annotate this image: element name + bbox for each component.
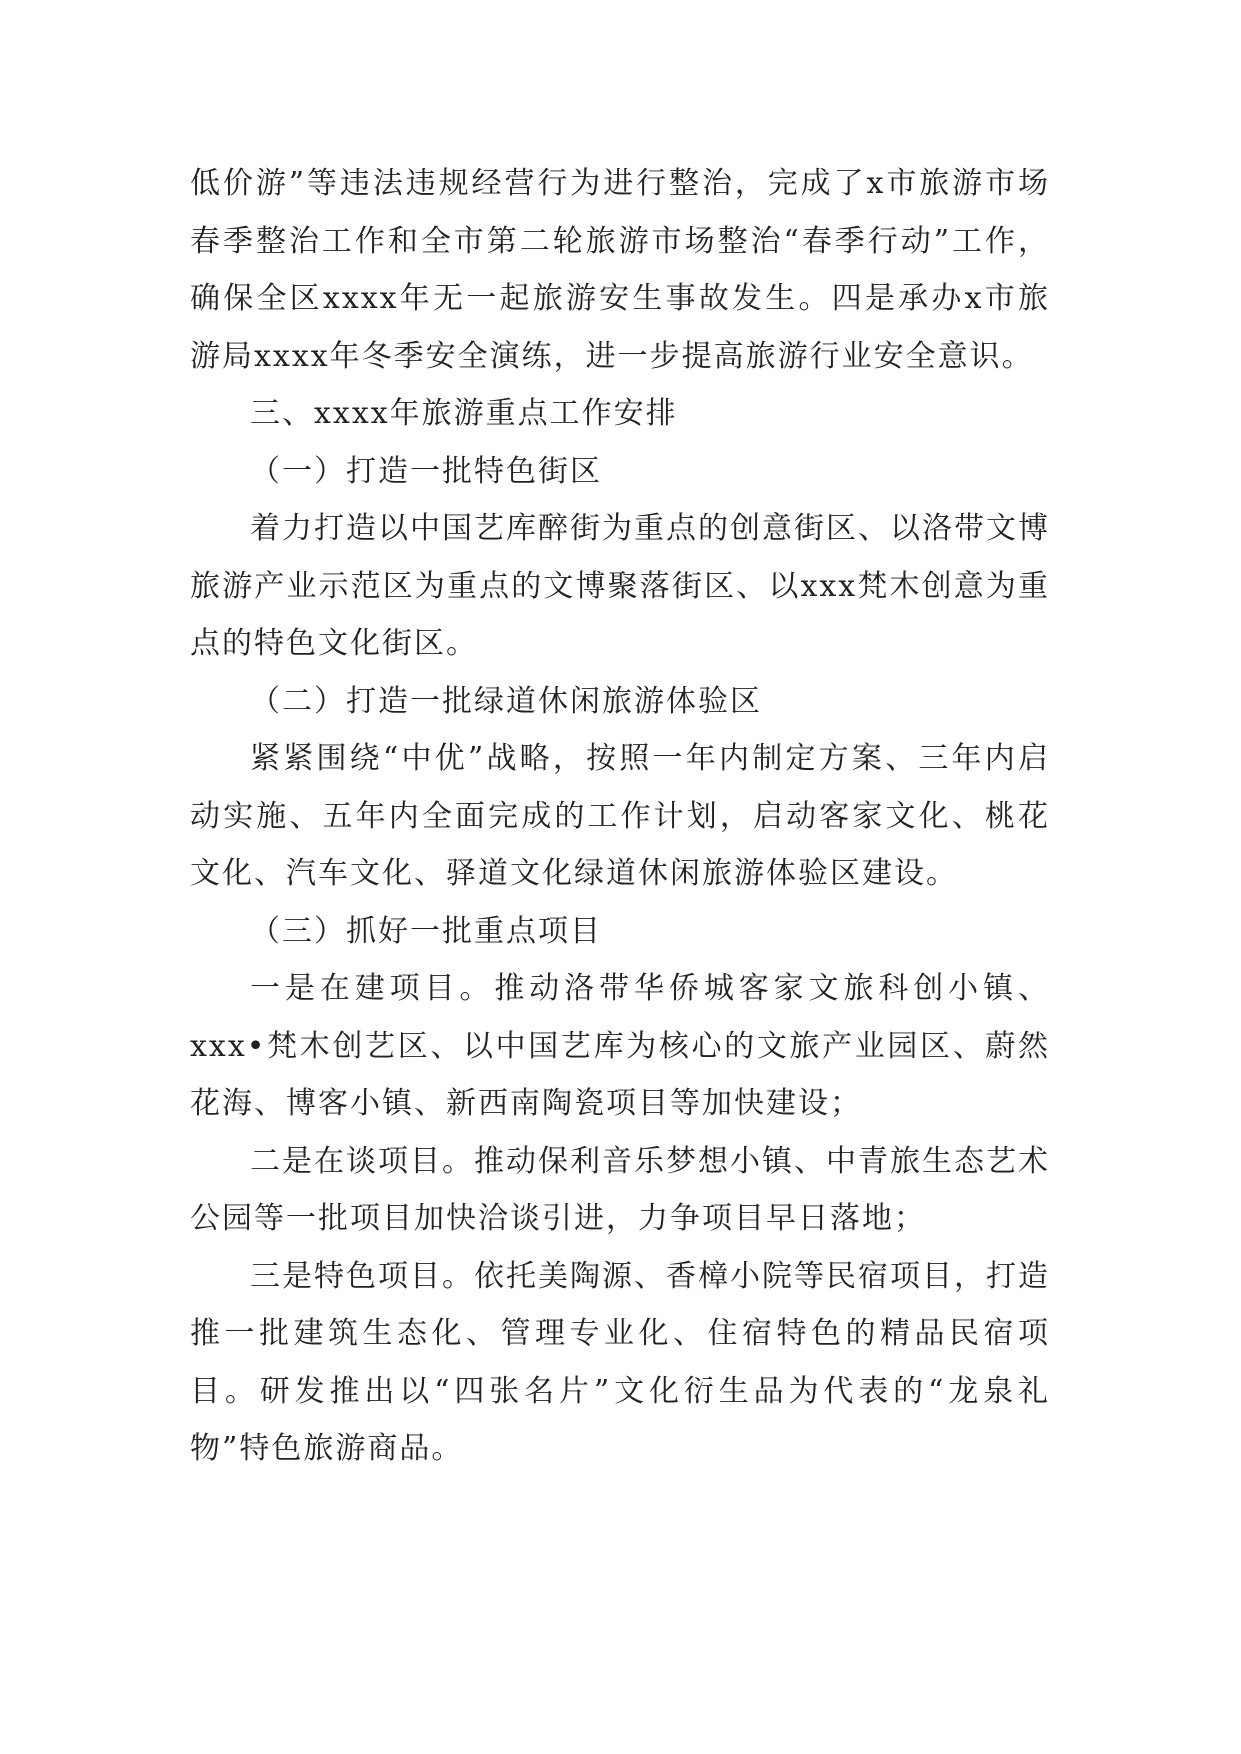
subsection-heading-3: （三）抓好一批重点项目 bbox=[250, 913, 602, 949]
document-page bbox=[190, 155, 1050, 1478]
paragraph-greenway: 紧紧围绕“中优”战略，按照一年内制定方案、三年内启动实施、五年内全面完成的工作计划，启动客家文化、桃花文化、汽车文化、驿道文化绿道休闲旅游体验区建设。 bbox=[190, 741, 1050, 891]
paragraph-projects-under-construction: 一是在建项目。推动洛带华侨城客家文旅科创小镇、xxx•梵木创艺区、以中国艺库为核心的文旅产业园区、蔚然花海、博客小镇、新西南陶瓷项目等加快建设； bbox=[190, 971, 1050, 1121]
subsection-heading-1: （一）打造一批特色街区 bbox=[250, 453, 602, 489]
section-heading-3: 三、xxxx年旅游重点工作安排 bbox=[250, 396, 678, 431]
subsection-heading-2: （二）打造一批绿道休闲旅游体验区 bbox=[250, 683, 762, 719]
paragraph-continuation: 低价游”等违法违规经营行为进行整治，完成了x市旅游市场春季整治工作和全市第二轮旅游市场整治“春季行动”工作，确保全区xxxx年无一起旅游安生事故发生。四是承办x市旅游局xxxx年冬季安全演练，进一步提高旅游行业安全意识。 bbox=[190, 166, 1050, 374]
paragraph-featured-projects: 三是特色项目。依托美陶源、香樟小院等民宿项目，打造推一批建筑生态化、管理专业化、住宿特色的精品民宿项目。研发推出以“四张名片”文化衍生品为代表的“龙泉礼物”特色旅游商品。 bbox=[190, 1258, 1050, 1466]
paragraph-projects-in-negotiation: 二是在谈项目。推动保利音乐梦想小镇、中青旅生态艺术公园等一批项目加快洽谈引进，力争项目早日落地； bbox=[190, 1143, 1050, 1236]
paragraph-street-district: 着力打造以中国艺库醉街为重点的创意街区、以洛带文博旅游产业示范区为重点的文博聚落街区、以xxx梵木创意为重点的特色文化街区。 bbox=[190, 511, 1050, 661]
